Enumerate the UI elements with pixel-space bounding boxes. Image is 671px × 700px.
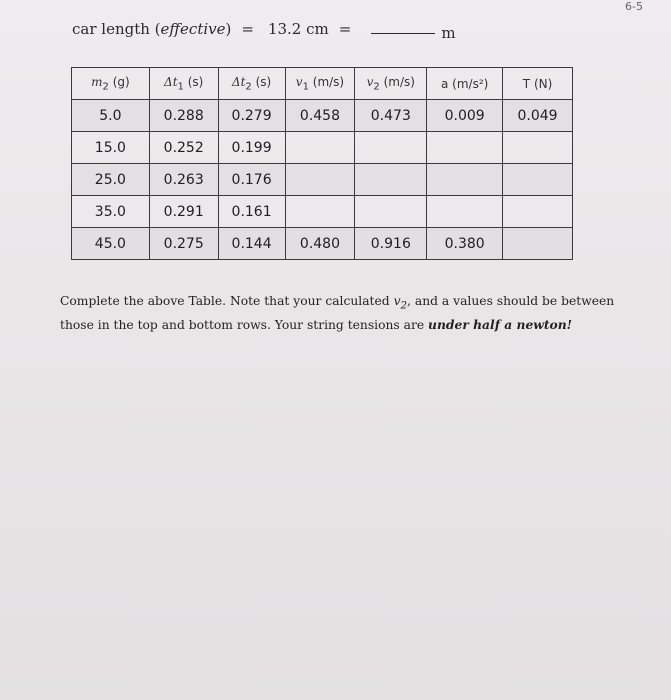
- unit-label: m: [441, 24, 456, 42]
- header-v2: $v_2$ (m/s): [355, 68, 427, 100]
- cell-dt1[interactable]: 0.291: [149, 196, 218, 228]
- table-row: [72, 164, 573, 196]
- cell-m2[interactable]: 15.0: [72, 132, 150, 164]
- header-v1: $v_1$ (m/s): [285, 68, 355, 100]
- cell-m2[interactable]: 35.0: [72, 196, 150, 228]
- table-row: [72, 100, 573, 132]
- cell-a[interactable]: 0.009: [427, 100, 503, 132]
- cell-a[interactable]: [427, 164, 503, 196]
- cell-m2[interactable]: 5.0: [72, 100, 150, 132]
- header-row: [72, 68, 573, 100]
- car-length-label: car length (effective): [72, 20, 232, 38]
- header-dt1: $\Delta t_1$ (s): [149, 68, 218, 100]
- cell-v2[interactable]: [355, 164, 427, 196]
- cell-t[interactable]: [503, 164, 573, 196]
- cell-v1[interactable]: [285, 164, 355, 196]
- cell-a[interactable]: [427, 132, 503, 164]
- header-m2: $m_2$ (g): [72, 68, 150, 100]
- cell-a[interactable]: [427, 196, 503, 228]
- cell-m2[interactable]: 25.0: [72, 164, 150, 196]
- header-t: T (N): [503, 68, 573, 100]
- equals-sign: =: [241, 20, 254, 38]
- car-length-value: 13.2 cm: [267, 20, 329, 38]
- data-table: [71, 67, 573, 260]
- cell-v1[interactable]: [285, 196, 355, 228]
- header-dt2: $\Delta t_2$ (s): [218, 68, 285, 100]
- car-length-line: [72, 20, 456, 42]
- cell-t[interactable]: [503, 132, 573, 164]
- cell-dt2[interactable]: 0.176: [218, 164, 285, 196]
- emphasis-text: under half a newton!: [428, 317, 573, 333]
- table-row: [72, 132, 573, 164]
- cell-v2[interactable]: [355, 196, 427, 228]
- cell-v1[interactable]: [285, 132, 355, 164]
- cell-v2[interactable]: 0.473: [355, 100, 427, 132]
- page-number: 6-5: [625, 0, 643, 13]
- cell-t[interactable]: [503, 228, 573, 260]
- cell-dt2[interactable]: 0.161: [218, 196, 285, 228]
- cell-dt2[interactable]: 0.199: [218, 132, 285, 164]
- cell-v1[interactable]: 0.480: [285, 228, 355, 260]
- cell-dt1[interactable]: 0.288: [149, 100, 218, 132]
- cell-a[interactable]: 0.380: [427, 228, 503, 260]
- cell-dt2[interactable]: 0.144: [218, 228, 285, 260]
- v2-symbol: $v_2$: [393, 294, 408, 312]
- cell-m2[interactable]: 45.0: [72, 228, 150, 260]
- header-a: a (m/s²): [427, 68, 503, 100]
- cell-t[interactable]: [503, 196, 573, 228]
- cell-v2[interactable]: 0.916: [355, 228, 427, 260]
- cell-t[interactable]: 0.049: [503, 100, 573, 132]
- equals-sign-2: =: [338, 20, 352, 38]
- cell-dt1[interactable]: 0.275: [149, 228, 218, 260]
- cell-v1[interactable]: 0.458: [285, 100, 355, 132]
- cell-dt2[interactable]: 0.279: [218, 100, 285, 132]
- table-row: [72, 228, 573, 260]
- cell-dt1[interactable]: 0.252: [149, 132, 218, 164]
- table-row: [72, 196, 573, 228]
- cell-dt1[interactable]: 0.263: [149, 164, 218, 196]
- answer-blank: [371, 21, 435, 34]
- cell-v2[interactable]: [355, 132, 427, 164]
- instructions-text: Complete the above Table. Note that your calculated $v_2$, and a values should be between those in the top and bottom rows. Your string tensions are under half a newton!: [60, 294, 615, 333]
- a-symbol: a: [441, 294, 450, 308]
